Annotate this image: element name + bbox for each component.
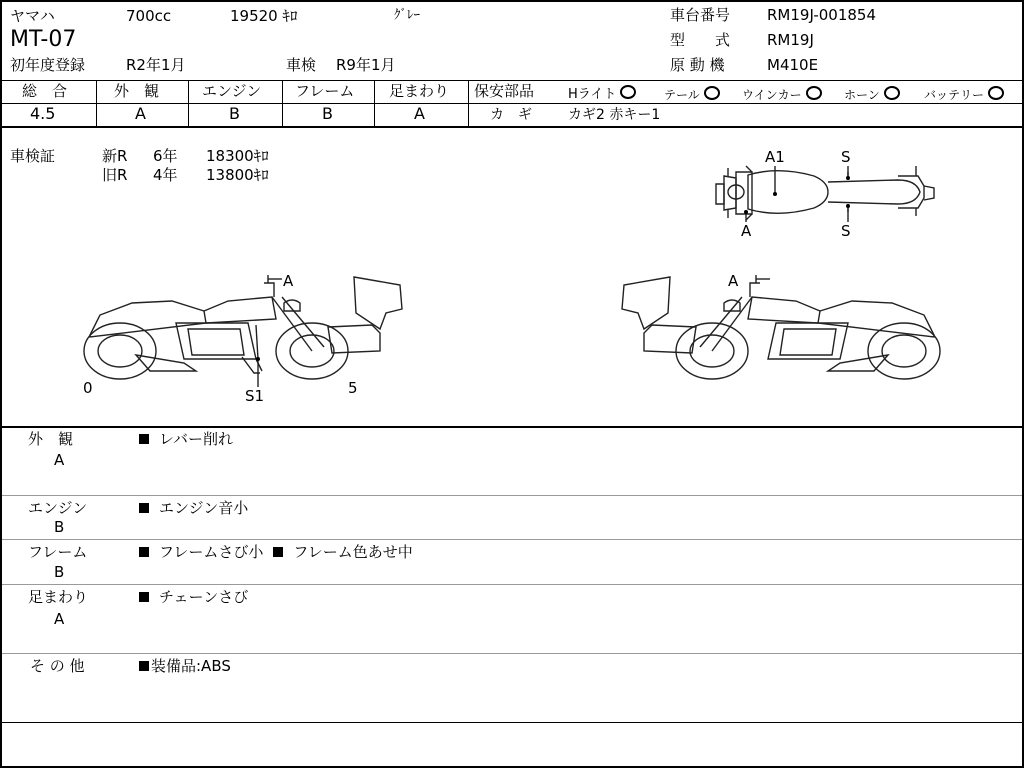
grade-header-total: 総 合 — [22, 82, 68, 100]
remark-category-frame: フレーム — [28, 543, 88, 561]
ok-circle-icon — [988, 86, 1004, 100]
mark-a-handle: A — [283, 272, 294, 290]
remark-grade-engine: B — [54, 518, 65, 536]
grade-header-engine: エンジン — [202, 82, 262, 100]
shaken-old-label: 旧R — [102, 166, 128, 184]
bullet-square-icon — [139, 592, 149, 602]
ok-circle-icon — [806, 86, 822, 100]
motorcycle-left-side-diagram — [72, 267, 412, 407]
inspection-label: 車検 — [286, 56, 317, 74]
key-value: カギ2 赤キー1 — [568, 107, 661, 123]
grade-header-suspension: 足まわり — [389, 82, 450, 100]
safety-item-headlight: Hライト — [568, 85, 636, 101]
remark-note-suspension: チェーンさび — [139, 590, 248, 605]
displacement: 700cc — [126, 7, 172, 25]
grade-engine-value: B — [229, 104, 240, 123]
remark-category-exterior: 外 観 — [28, 430, 74, 448]
shaken-new-years: 6年 — [153, 147, 178, 165]
remark-note-other: 装備品:ABS — [139, 659, 231, 674]
mark-s-lower: S — [841, 222, 851, 240]
safety-parts-label: 保安部品 — [474, 82, 535, 100]
first-registration-value: R2年1月 — [126, 56, 186, 74]
safety-item-tail: テール — [664, 86, 720, 101]
bullet-square-icon — [139, 434, 149, 444]
inspection-value: R9年1月 — [336, 56, 396, 74]
motorcycle-right-side-diagram — [612, 267, 952, 407]
mark-5: 5 — [348, 379, 358, 397]
color: ｸﾞﾚｰ — [394, 8, 420, 23]
grade-total-value: 4.5 — [30, 104, 56, 123]
first-registration-label: 初年度登録 — [10, 56, 86, 74]
remark-note-frame: フレームさび小 フレーム色あせ中 — [139, 545, 413, 560]
mark-a-lower: A — [741, 222, 752, 240]
grade-header-exterior: 外 観 — [114, 82, 160, 100]
shaken-new-label: 新R — [102, 147, 128, 165]
shaken-title: 車検証 — [10, 147, 56, 165]
remark-grade-frame: B — [54, 563, 65, 581]
safety-item-horn: ホーン — [844, 86, 900, 101]
ok-circle-icon — [620, 85, 636, 99]
mark-a1: A1 — [765, 148, 785, 166]
remark-category-engine: エンジン — [28, 499, 88, 517]
remark-category-suspension: 足まわり — [28, 588, 89, 606]
engine-model-label: 原 動 機 — [670, 56, 725, 74]
bullet-square-icon — [139, 661, 149, 671]
remark-grade-exterior: A — [54, 451, 65, 469]
grade-suspension-value: A — [414, 104, 425, 123]
motorcycle-top-view-diagram — [702, 142, 952, 242]
maker: ヤマハ — [10, 7, 55, 25]
remark-note-engine: エンジン音小 — [139, 501, 248, 516]
frame-number-value: RM19J-001854 — [767, 6, 877, 24]
model-name: MT-07 — [10, 27, 77, 52]
mark-s1: S1 — [245, 387, 265, 405]
grade-frame-value: B — [322, 104, 333, 123]
ok-circle-icon — [884, 86, 900, 100]
model-type-label: 型 式 — [670, 31, 731, 49]
mark-0: 0 — [83, 379, 93, 397]
ok-circle-icon — [704, 86, 720, 100]
bullet-square-icon — [139, 503, 149, 513]
mark-s-upper: S — [841, 148, 851, 166]
shaken-old-km: 13800ｷﾛ — [206, 166, 269, 184]
bullet-square-icon — [273, 547, 283, 557]
safety-item-winker: ウインカー — [742, 86, 822, 101]
model-type-value: RM19J — [767, 31, 814, 49]
mileage: 19520 ｷﾛ — [230, 7, 298, 25]
engine-model-value: M410E — [767, 56, 819, 74]
key-label: カ ギ — [490, 107, 532, 123]
shaken-new-km: 18300ｷﾛ — [206, 147, 269, 165]
shaken-old-years: 4年 — [153, 166, 178, 184]
grade-exterior-value: A — [135, 104, 146, 123]
mark-a-right: A — [728, 272, 739, 290]
frame-number-label: 車台番号 — [670, 6, 731, 24]
remark-grade-suspension: A — [54, 610, 65, 628]
remark-category-other: そ の 他 — [30, 657, 85, 675]
remark-note-exterior: レバー削れ — [139, 432, 233, 447]
safety-item-battery: バッテリー — [924, 86, 1004, 101]
bullet-square-icon — [139, 547, 149, 557]
grade-header-frame: フレーム — [295, 82, 355, 100]
